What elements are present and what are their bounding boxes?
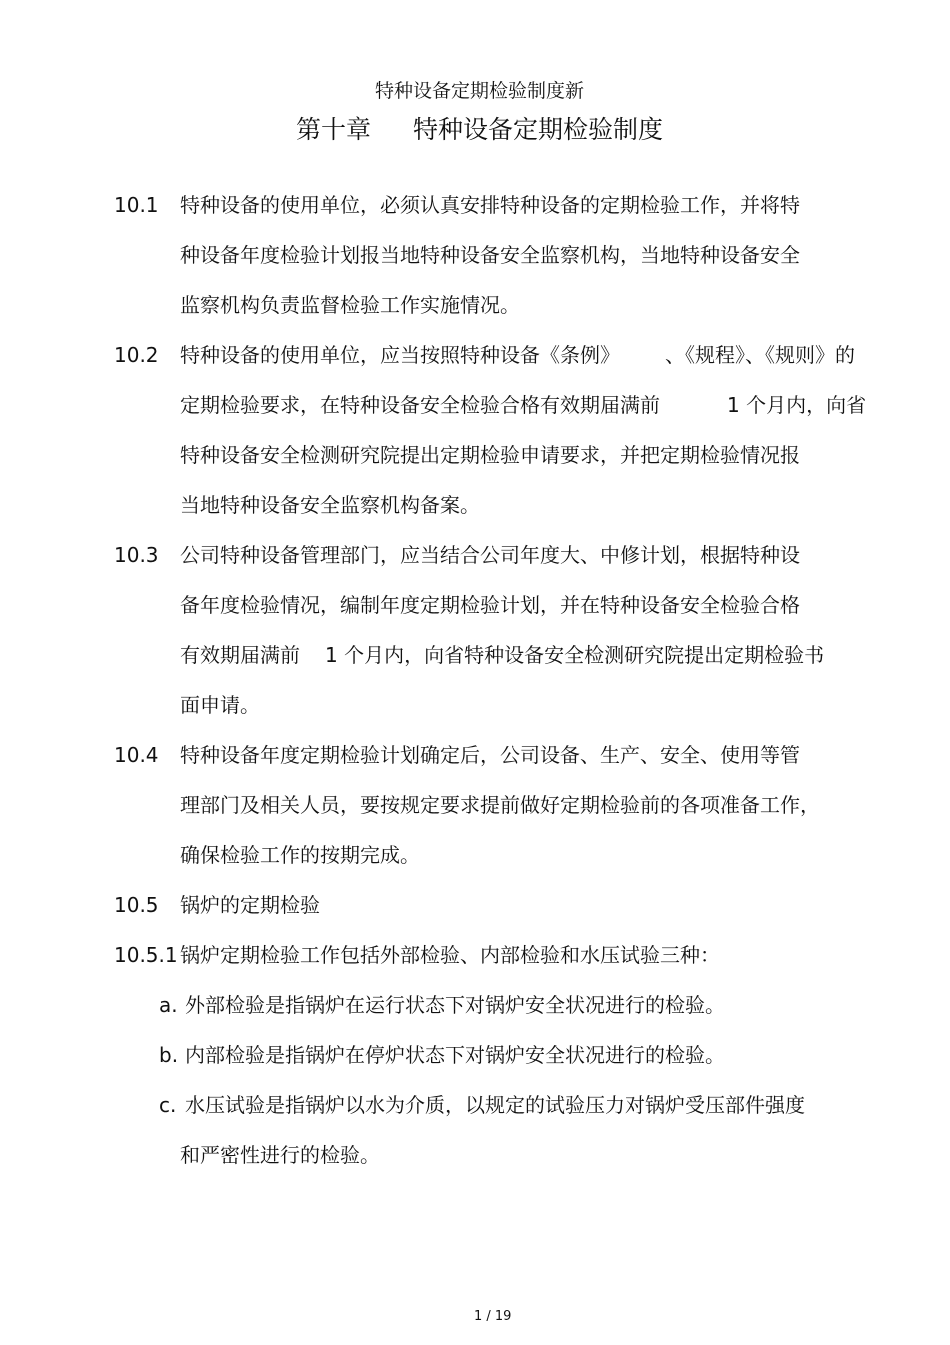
section-line: 特种设备年度定期检验计划确定后，公司设备、生产、安全、使用等管 (180, 743, 800, 767)
section-line: 1 个月内，向省特种设备安全检测研究院提出定期检验书 (325, 643, 825, 667)
section-number: 10.3 (114, 543, 159, 567)
section-number: 10.2 (114, 343, 159, 367)
list-marker: a. (159, 993, 178, 1017)
section-line: 备年度检验情况，编制年度定期检验计划，并在特种设备安全检验合格 (180, 593, 800, 617)
section-line: 定期检验要求，在特种设备安全检验合格有效期届满前 (180, 393, 660, 417)
section-line: 特种设备的使用单位，应当按照特种设备《条例》 (180, 343, 620, 367)
section-line: 锅炉定期检验工作包括外部检验、内部检验和水压试验三种： (180, 943, 720, 967)
list-marker: b. (159, 1043, 179, 1067)
section-line: 特种设备安全检测研究院提出定期检验申请要求，并把定期检验情况报 (180, 443, 800, 467)
section-line: 、《规程》、《规则》的 (665, 343, 855, 367)
section-number: 10.5.1 (114, 943, 178, 967)
section-line: 有效期届满前 (180, 643, 300, 667)
section-line: 理部门及相关人员，要按规定要求提前做好定期检验前的各项准备工作， (180, 793, 820, 817)
chapter-number: 第十章 (296, 115, 372, 144)
section-line: 种设备年度检验计划报当地特种设备安全监察机构，当地特种设备安全 (180, 243, 800, 267)
list-item-line: 水压试验是指锅炉以水为介质，以规定的试验压力对锅炉受压部件强度 (185, 1093, 805, 1117)
section-line: 面申请。 (180, 693, 260, 717)
page-number: 1 / 19 (474, 1309, 512, 1324)
list-item-line: 外部检验是指锅炉在运行状态下对锅炉安全状况进行的检验。 (185, 993, 725, 1017)
section-line: 1 个月内，向省 (727, 393, 867, 417)
section-line: 锅炉的定期检验 (180, 893, 320, 917)
section-number: 10.1 (114, 193, 159, 217)
list-item-line: 和严密性进行的检验。 (180, 1143, 380, 1167)
document-title: 特种设备定期检验制度新 (375, 80, 585, 102)
chapter-title: 特种设备定期检验制度 (413, 115, 664, 144)
section-line: 监察机构负责监督检验工作实施情况。 (180, 293, 520, 317)
section-line: 公司特种设备管理部门，应当结合公司年度大、中修计划，根据特种设 (180, 543, 800, 567)
section-number: 10.4 (114, 743, 159, 767)
list-marker: c. (159, 1093, 177, 1117)
section-line: 当地特种设备安全监察机构备案。 (180, 493, 480, 517)
section-line: 确保检验工作的按期完成。 (180, 843, 420, 867)
section-line: 特种设备的使用单位，必须认真安排特种设备的定期检验工作，并将特 (180, 193, 800, 217)
list-item-line: 内部检验是指锅炉在停炉状态下对锅炉安全状况进行的检验。 (185, 1043, 725, 1067)
section-number: 10.5 (114, 893, 159, 917)
